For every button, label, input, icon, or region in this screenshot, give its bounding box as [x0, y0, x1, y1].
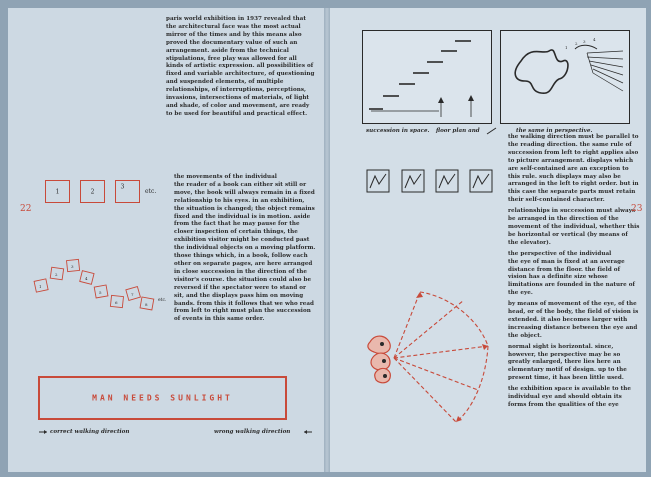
- self-contained-displays-illustration: [366, 166, 496, 202]
- svg-text:4: 4: [593, 37, 596, 42]
- square-label: 1: [55, 188, 60, 195]
- caption-perspective: the same in perspective.: [516, 128, 593, 134]
- square-1: [45, 180, 70, 203]
- square-3: [115, 180, 140, 203]
- svg-text:2: 2: [55, 272, 58, 277]
- svg-text:3: 3: [71, 264, 74, 269]
- paragraph-walking-direction: the walking direction must be parallel to the reading direction. the same rule of succession from left to right applies also to picture arrangement. displays which are self-contained are an exception to this rule. such displays may also be arranged in the left to right order. but in this case the separate parts must retain their self-contained character.: [508, 134, 639, 204]
- book-spread: [8, 8, 646, 472]
- square-label: 3: [120, 183, 125, 191]
- heading-perspective: the perspective of the individual: [508, 250, 612, 257]
- perspective-diagram: [500, 30, 630, 124]
- arrow-left-icon: [303, 428, 313, 436]
- svg-text:6: 6: [115, 300, 118, 305]
- paragraph-exhibition-space: the exhibition space is available to the individual eye and should obtain its forms from the qualities of the eye: [508, 386, 631, 408]
- scattered-squares-illustration: [33, 256, 173, 326]
- right-page: [330, 8, 646, 472]
- banner-text: MAN NEEDS SUNLIGHT: [92, 393, 233, 403]
- arrow-right-icon: [486, 126, 498, 136]
- top-paragraph-text: paris world exhibition in 1937 revealed that the architectural face was the most actual mirror of the times and by this means also proved the documentary value of such an arrangement. aside from the technical stipulations, free play was allowed for all kinds of artistic expression. all possibilities of fixed and variable architecture, of questioning and suspended elements, of multiple relationships, of interruptions, perceptions, invasions, intersections of materials, of light and shade, of color and movement, are ready to be used for beautiful and practical effect.: [166, 16, 315, 117]
- page-number-left: 22: [20, 204, 32, 214]
- section-heading: the movements of the individual: [174, 174, 277, 180]
- etc-label-2: etc.: [158, 298, 167, 303]
- svg-text:7: 7: [131, 292, 134, 297]
- svg-text:2: 2: [575, 41, 578, 46]
- top-paragraph: [166, 16, 316, 122]
- caption-floor-plan: floor plan and: [436, 128, 480, 134]
- movements-section: [174, 174, 316, 327]
- paragraph-normal-sight: normal sight is horizontal. since, however, the perspective may be so greatly enlarged, there lies here an elementary motif of design. up to the present time, it has been little used.: [508, 343, 627, 382]
- paragraph-relationships: relationships in succession must always be arranged in the direction of the movement of the individual, whether this be horizontal or vertical (by means of the elevator).: [508, 208, 640, 246]
- caption-wrong-direction: wrong walking direction: [214, 429, 291, 435]
- sunlight-banner: [38, 376, 287, 420]
- succession-diagram: [362, 30, 492, 124]
- square-label: 2: [90, 188, 95, 195]
- paragraph-eye-fixed: the eye of man is fixed at an average distance from the floor. the field of vision has a definite size whose limitations are founded in the nature of the eye.: [508, 258, 636, 297]
- svg-text:4: 4: [85, 276, 88, 281]
- staircase-illustration: [363, 31, 490, 122]
- caption-succession: succession in space.: [366, 128, 430, 134]
- paragraph-eye-movement: by means of movement of the eye, of the head, or of the body, the field of vision is extended. it also becomes larger with increasing distance between the eye and the object.: [508, 301, 639, 339]
- section-text: the reader of a book can either sit still or move, the book will always remain in a fixed relationship to his eyes. in an exhibition, the situation is changed; the object remains fixed and the individual is in motion. aside from the fact that he may pause for the closer inspection of certain things, the exhibition visitor might be conducted past the individual objects on a moving platform. those things which, in a book, follow each other on separate pages, are here arranged in close succession in the direction of the visitor's course. the situation could also be reversed if the spectator were to stand or sit, and the displays pass him on moving bands. from this it follows that we who read from left to right must plan the succession of events in this same order.: [174, 181, 316, 323]
- page-number-right: 23: [631, 204, 643, 214]
- svg-text:3: 3: [583, 39, 586, 44]
- svg-text:1: 1: [39, 284, 42, 289]
- svg-text:8: 8: [145, 302, 148, 307]
- arrow-right-icon: [38, 428, 48, 436]
- etc-label: etc.: [145, 188, 157, 195]
- svg-text:5: 5: [99, 290, 102, 295]
- field-of-vision-illustration: [360, 270, 500, 440]
- right-text-column: [508, 134, 643, 413]
- perspective-illustration: [501, 31, 628, 122]
- square-2: [80, 180, 105, 203]
- caption-correct-direction: correct walking direction: [50, 429, 130, 435]
- svg-text:1: 1: [565, 45, 568, 50]
- left-page: [8, 8, 324, 472]
